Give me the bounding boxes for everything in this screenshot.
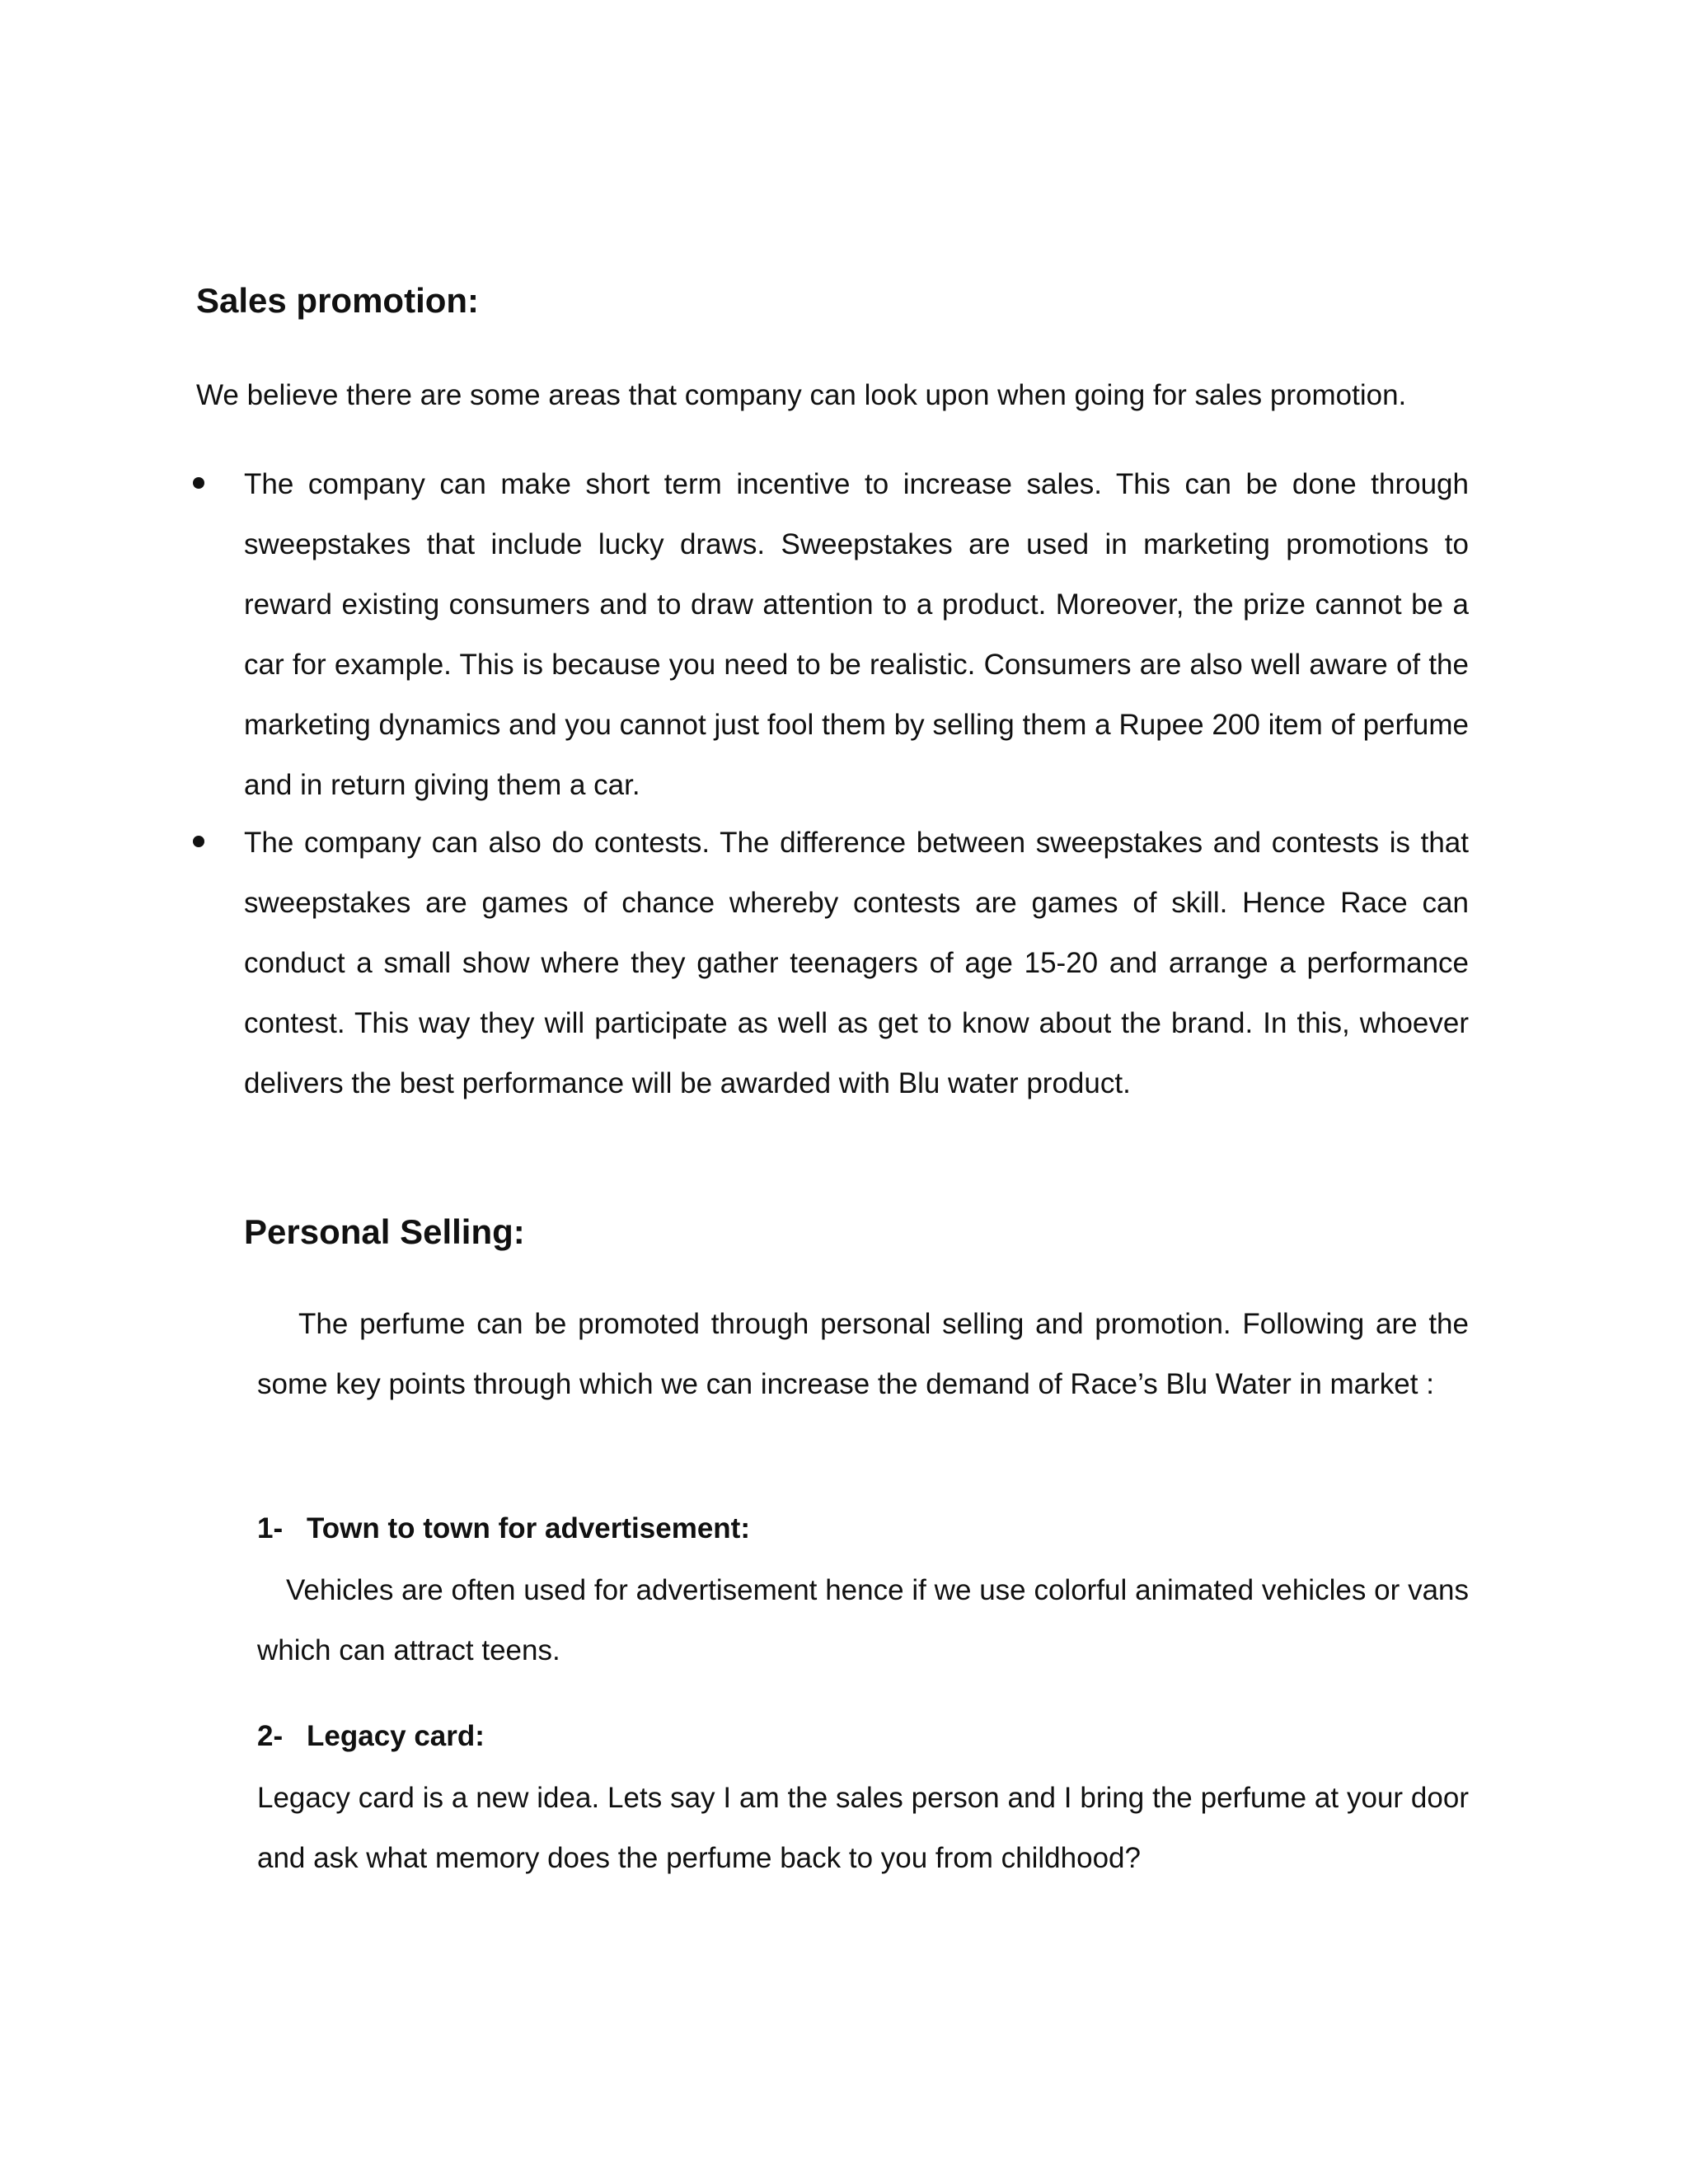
point-body: Legacy card is a new idea. Lets say I am the sales person and I bring the perfume at your door and ask what memory does the perfume back to you from childhood? [257,1782,1469,1874]
point-title: Town to town for advertisement: [307,1512,750,1544]
point-heading [257,1508,750,1549]
bullet-dot-icon [193,477,204,489]
point-title: Legacy card: [307,1720,485,1752]
personal-selling-intro: The perfume can be promoted through personal selling and promotion. Following are the some key points through which we can increase the demand of Race’s Blu Water in market : [257,1308,1469,1400]
bullet-text: The company can make short term incentive to increase sales. This can be done through sweepstakes that include lucky draws. Sweepstakes are used in marketing promotions to reward existing consumers and to draw attention to a product. Moreover, the prize cannot be a car for example. This is because you need to be realistic. Consumers are also well aware of the marketing dynamics and you cannot just fool them by selling them a Rupee 200 item of perfume and in return giving them a car. [244,468,1469,801]
personal-selling-heading: Personal Selling: [244,1212,525,1251]
bullet-text: The company can also do contests. The difference between sweepstakes and contests is that sweepstakes are games of chance whereby contests are games of skill. Hence Race can conduct a small show where they gather teenagers of age 15-20 and arrange a performance contest. This way they will participate as well as get to know about the brand. In this, whoever delivers the best performance will be awarded with Blu water product. [244,827,1469,1099]
point-heading [257,1716,485,1757]
sales-promotion-heading: Sales promotion: [196,281,480,320]
point-number: 1- [257,1512,284,1544]
sales-promotion-intro: We believe there are some areas that company can look upon when going for sales promotion. [196,379,1407,411]
bullet-list-item [244,454,1469,815]
point-body: Vehicles are often used for advertisement hence if we use colorful animated vehicles or vans which can attract teens. [257,1574,1469,1666]
point-number: 2- [257,1720,284,1752]
bullet-dot-icon [193,836,204,847]
bullet-list-item [244,813,1469,1113]
